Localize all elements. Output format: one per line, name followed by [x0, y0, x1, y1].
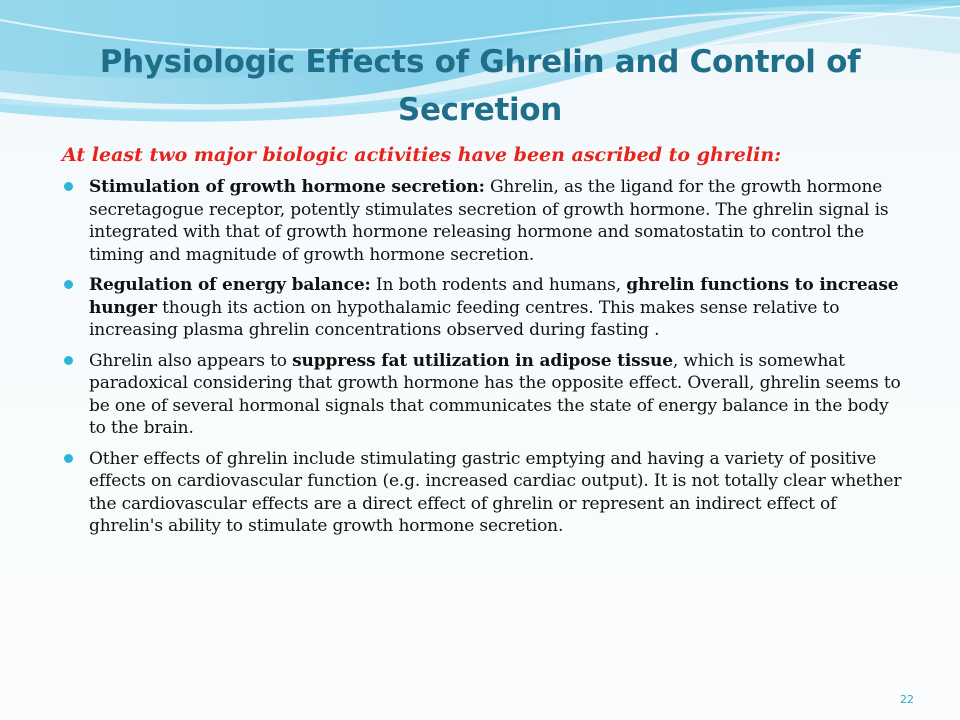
bullet-text: though its action on hypothalamic feeding centres. This makes sense relative to increasing plasma ghrelin concentrations observed during fasting .: [89, 297, 840, 340]
bullet-emphasis: suppress fat utilization in adipose tissue: [292, 350, 673, 371]
page-number: 22: [900, 693, 914, 706]
bullet-growth-hormone: [62, 176, 904, 266]
bullet-dot-icon: [64, 454, 73, 463]
bullet-emphasis: ghrelin functions to increase hunger: [89, 275, 899, 318]
bullet-dot-icon: [64, 182, 73, 191]
bullet-list: [62, 176, 904, 538]
bullet-text: In both rodents and humans,: [370, 275, 627, 295]
bullet-fat-utilization: [62, 350, 904, 440]
bullet-dot-icon: [64, 280, 73, 289]
bullet-other-effects: [62, 448, 904, 538]
bullet-term: Stimulation of growth hormone secretion:: [89, 177, 485, 197]
bullet-energy-balance: [62, 274, 904, 342]
bullet-text: , which is somewhat paradoxical considering that growth hormone has the opposite effect. Overall, ghrelin seems to be one of several hormonal signals that communicates the state of energy balance in the body to the brain.: [89, 350, 901, 438]
bullet-text: Other effects of ghrelin include stimulating gastric emptying and having a variety of positive effects on cardiovascular function (e.g. increased cardiac output). It is not totally clear whether the cardiovascular effects are a direct effect of ghrelin or represent an indirect effect of ghrelin's ability to stimulate growth hormone secretion.: [89, 448, 902, 536]
intro-text: At least two major biologic activities have been ascribed to ghrelin:: [62, 144, 782, 166]
slide-title: Physiologic Effects of Ghrelin and Control of Secretion: [99, 44, 861, 128]
slide-content: [62, 142, 904, 546]
bullet-text: Ghrelin, as the ligand for the growth hormone secretagogue receptor, potently stimulates secretion of growth hormone. The ghrelin signal is integrated with that of growth hormone releasing hormone and somatostatin to control the timing and magnitude of growth hormone secretion.: [89, 177, 889, 265]
bullet-term: Regulation of energy balance:: [89, 275, 371, 295]
bullet-text: Ghrelin also appears to: [89, 350, 293, 371]
bullet-dot-icon: [64, 356, 73, 365]
